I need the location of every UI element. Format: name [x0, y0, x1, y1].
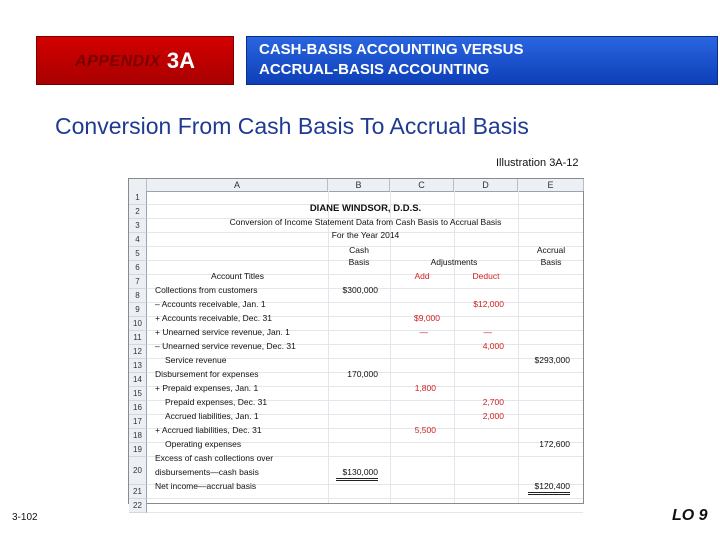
row-19-account: Operating expenses — [165, 439, 242, 449]
row-12-deduct: 4,000 — [482, 341, 504, 351]
row-20-account: Excess of cash collections over — [155, 453, 274, 463]
row-19-accrual: 172,600 — [539, 439, 570, 449]
topic-banner — [246, 36, 718, 85]
row-header: 2 — [129, 205, 147, 219]
column-header-c: C — [390, 179, 454, 191]
learning-objective: LO 9 — [672, 507, 708, 524]
row-header: 6 — [129, 261, 147, 275]
topic-line-2: ACCRUAL-BASIS ACCOUNTING — [259, 61, 490, 78]
row-21-accrual: $120,400 — [528, 480, 570, 495]
illustration-label: Illustration 3A-12 — [496, 157, 579, 169]
column-header-b: B — [328, 179, 390, 191]
row-header: 10 — [129, 317, 147, 331]
row-header: 21 — [129, 485, 147, 499]
row-13-accrual: $293,000 — [534, 355, 570, 365]
row-header: 18 — [129, 429, 147, 443]
row-17-account: Accrued liabilities, Jan. 1 — [165, 411, 259, 421]
adjustments-header: Adjustments — [430, 257, 478, 267]
accrual-basis-header-1: Accrual — [536, 245, 566, 255]
row-header: 9 — [129, 303, 147, 317]
column-header-e: E — [518, 179, 584, 191]
row-header: 16 — [129, 401, 147, 415]
row-10-add: $9,000 — [414, 313, 440, 323]
row-11-account: + Unearned service revenue, Jan. 1 — [155, 327, 290, 337]
row-header: 8 — [129, 289, 147, 303]
row-11-deduct: — — [483, 327, 492, 337]
row-20-account-cont: disbursements—cash basis — [155, 467, 259, 477]
row-header: 4 — [129, 233, 147, 247]
appendix-number: 3A — [166, 47, 195, 73]
appendix-label: APPENDIX — [75, 52, 161, 70]
add-header: Add — [414, 271, 430, 281]
row-14-account: Disbursement for expenses — [155, 369, 259, 379]
statement-period: For the Year 2014 — [331, 230, 400, 240]
row-header: 3 — [129, 219, 147, 233]
row-16-account: Prepaid expenses, Dec. 31 — [165, 397, 268, 407]
column-header-a: A — [147, 179, 328, 191]
page-number: 3-102 — [12, 512, 38, 523]
row-11-add: — — [419, 327, 428, 337]
row-16-deduct: 2,700 — [482, 397, 504, 407]
sheet-corner — [129, 179, 147, 191]
column-header-d: D — [454, 179, 518, 191]
row-header: 14 — [129, 373, 147, 387]
grid-row — [147, 499, 583, 513]
row-13-account: Service revenue — [165, 355, 227, 365]
row-18-account: + Accrued liabilities, Dec. 31 — [155, 425, 262, 435]
row-10-account: + Accounts receivable, Dec. 31 — [155, 313, 272, 323]
appendix-banner — [36, 36, 234, 85]
row-20-cash: $130,000 — [336, 466, 378, 481]
client-name: DIANE WINDSOR, D.D.S. — [309, 203, 422, 214]
cash-basis-header-1: Cash — [349, 245, 369, 255]
row-9-deduct: $12,000 — [473, 299, 504, 309]
accrual-basis-header-2: Basis — [540, 257, 562, 267]
row-header: 17 — [129, 415, 147, 429]
cash-basis-header-2: Basis — [348, 257, 370, 267]
row-header: 1 — [129, 191, 147, 205]
row-header: 15 — [129, 387, 147, 401]
row-12-account: – Unearned service revenue, Dec. 31 — [155, 341, 296, 351]
row-header: 22 — [129, 499, 147, 513]
row-8-cash: $300,000 — [342, 285, 378, 295]
row-header: 19 — [129, 443, 147, 457]
spreadsheet — [128, 178, 584, 510]
topic-line-1: CASH-BASIS ACCOUNTING VERSUS — [259, 41, 524, 58]
row-9-account: – Accounts receivable, Jan. 1 — [155, 299, 266, 309]
row-8-account: Collections from customers — [155, 285, 258, 295]
row-header: 13 — [129, 359, 147, 373]
deduct-header: Deduct — [472, 271, 500, 281]
row-18-add: 5,500 — [414, 425, 436, 435]
statement-heading: Conversion of Income Statement Data from Cash Basis to Accrual Basis — [229, 217, 502, 227]
account-titles-header: Account Titles — [211, 271, 264, 281]
row-header: 20 — [129, 457, 147, 485]
row-header: 12 — [129, 345, 147, 359]
row-15-account: + Prepaid expenses, Jan. 1 — [155, 383, 259, 393]
row-header: 5 — [129, 247, 147, 261]
row-21-account: Net income—accrual basis — [155, 481, 257, 491]
row-header: 11 — [129, 331, 147, 345]
row-14-cash: 170,000 — [347, 369, 378, 379]
row-header: 7 — [129, 275, 147, 289]
slide-subtitle: Conversion From Cash Basis To Accrual Basis — [55, 113, 529, 139]
row-15-add: 1,800 — [414, 383, 436, 393]
row-17-deduct: 2,000 — [482, 411, 504, 421]
